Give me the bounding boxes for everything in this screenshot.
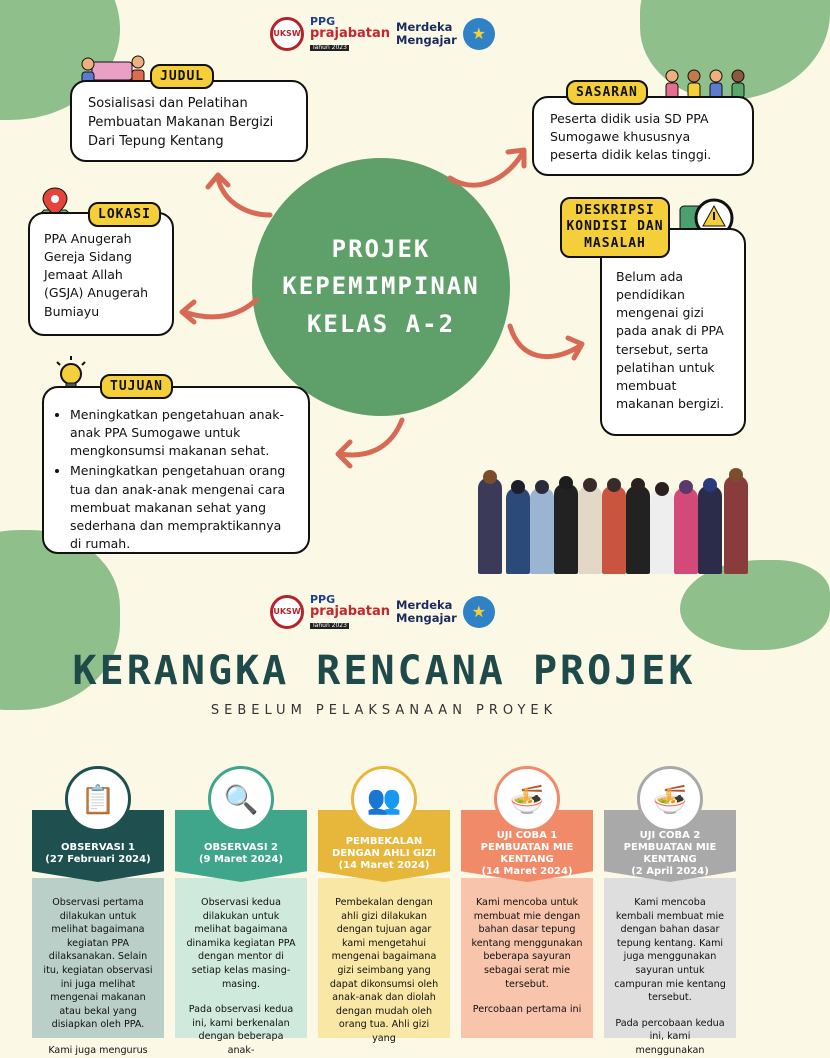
children-illustration-icon xyxy=(660,66,752,100)
noodle-bowl-icon: 🍜 xyxy=(494,766,560,832)
ppg-logo: PPG prajabatan Tahun 2023 xyxy=(310,593,391,629)
arrow-to-deskripsi-icon xyxy=(500,320,590,370)
university-seal-icon: UKSW xyxy=(270,595,304,629)
column-text: Observasi kedua dilakukan untuk melihat bagaimana dinamika kegiatan PPA dengan mentor di setiap kelas masing-masing. xyxy=(186,897,296,990)
merdeka-mengajar-logo: Merdeka Mengajar xyxy=(396,597,457,625)
logo-bar-top xyxy=(270,16,495,51)
noodle-bowl-icon: 🍜 xyxy=(637,766,703,832)
column-body xyxy=(32,878,164,1057)
lokasi-label: LOKASI xyxy=(88,202,161,227)
column-text-2: Kami juga mengurus xyxy=(48,1045,148,1057)
column-date: (9 Maret 2024) xyxy=(198,854,284,865)
logo-bar-middle xyxy=(270,594,495,629)
university-seal-icon: UKSW xyxy=(270,17,304,51)
document-search-icon: 🔍 xyxy=(208,766,274,832)
lokasi-card xyxy=(28,212,174,336)
column-title: UJI COBA 2 PEMBUATAN MIE KENTANG xyxy=(623,830,717,865)
network-people-icon: 👥 xyxy=(351,766,417,832)
group-photo xyxy=(472,446,768,578)
clipboard-search-icon: 📋 xyxy=(65,766,131,832)
timeline-column xyxy=(175,780,307,1057)
timeline-column xyxy=(604,780,736,1057)
column-label xyxy=(461,830,593,878)
deskripsi-card xyxy=(600,228,746,436)
kemendikbud-logo-icon: ★ xyxy=(463,596,495,628)
column-label xyxy=(175,842,307,866)
arrow-to-sasaran-icon xyxy=(444,142,534,198)
sasaran-label: SASARAN xyxy=(566,80,648,105)
timeline-column xyxy=(32,780,164,1057)
kerangka-subtitle: SEBELUM PELAKSANAAN PROYEK xyxy=(210,703,558,718)
column-date: (14 Maret 2024) xyxy=(481,866,573,877)
column-text: Kami mencoba untuk membuat mie dengan bahan dasar tepung kentang menggunakan beberapa sayuran sebagai serat mie tersebut. xyxy=(471,897,583,990)
tujuan-card xyxy=(42,386,310,554)
column-label xyxy=(604,830,736,878)
arrow-to-lokasi-icon xyxy=(174,292,264,332)
column-text: Pembekalan dengan ahli gizi dilakukan dengan tujuan agar kami mengetahui mengenai bagaimana gizi seimbang yang dapat dikonsumsi oleh anak-anak dan diolah dengan mudah oleh orang tua. Ahli gizi yang xyxy=(329,897,439,1045)
lokasi-text: PPA Anugerah Gereja Sidang Jemaat Allah (GSJA) Anugerah Bumiayu xyxy=(44,231,149,319)
column-label xyxy=(32,842,164,866)
deskripsi-text: Belum ada pendidikan mengenai gizi pada anak di PPA tersebut, serta pelatihan untuk membuat makanan bergizi. xyxy=(616,269,724,411)
tujuan-item: • Meningkatkan pengetahuan anak-anak PPA Sumogawe untuk mengkonsumsi makanan sehat. xyxy=(70,406,294,460)
column-title: OBSERVASI 1 xyxy=(60,842,136,853)
column-text: Kami mencoba kembali membuat mie dengan bahan dasar tepung kentang. Kami juga menggunakan sayuran untuk campuran mie kentang tersebut. xyxy=(614,897,726,1004)
judul-text: Sosialisasi dan Pelatihan Pembuatan Makanan Bergizi Dari Tepung Kentang xyxy=(88,96,274,149)
column-text-2: Percobaan pertama ini xyxy=(472,1004,582,1016)
column-body xyxy=(175,878,307,1057)
sasaran-card xyxy=(532,96,754,176)
tujuan-label: TUJUAN xyxy=(100,374,173,399)
column-date: (14 Maret 2024) xyxy=(338,860,430,871)
column-date: (27 Februari 2024) xyxy=(45,854,151,865)
column-body xyxy=(604,878,736,1057)
column-date: (2 April 2024) xyxy=(631,866,709,877)
center-title-line1: PROJEK xyxy=(331,235,431,264)
sasaran-text: Peserta didik usia SD PPA Sumogawe khususnya peserta didik kelas tinggi. xyxy=(550,111,712,163)
arrow-to-judul-icon xyxy=(200,165,280,225)
center-title-line2: KEPEMIMPINAN xyxy=(282,272,480,301)
center-title-line3: KELAS A-2 xyxy=(306,309,456,338)
tujuan-list xyxy=(70,406,294,553)
timeline-column xyxy=(461,780,593,1024)
column-text-2: Pada observasi kedua ini, kami berkenalan dengan beberapa anak- xyxy=(188,1004,294,1057)
timeline-column xyxy=(318,780,450,1045)
column-text: Observasi pertama dilakukan untuk melihat bagaimana kegiatan PPA dilaksanakan. Selain itu, kegiatan observasi ini juga melihat mengenai makanan atau bekal yang disiapkan oleh PPA. xyxy=(43,897,153,1031)
column-body xyxy=(461,878,593,1038)
deskripsi-label: DESKRIPSI KONDISI DAN MASALAH xyxy=(560,197,670,258)
column-body xyxy=(318,878,450,1045)
column-text-2: Pada percobaan kedua ini, kami menggunakan xyxy=(615,1017,725,1057)
column-title: PEMBEKALAN DENGAN AHLI GIZI xyxy=(332,836,436,859)
column-label xyxy=(318,836,450,872)
column-title: OBSERVASI 2 xyxy=(203,842,279,853)
merdeka-mengajar-logo: Merdeka Mengajar xyxy=(396,19,457,47)
tujuan-item: • Meningkatkan pengetahuan orang tua dan anak-anak mengenai cara membuat makanan sehat yang sederhana dan mempraktikannya di rumah. xyxy=(70,462,294,553)
arrow-to-tujuan-icon xyxy=(330,410,410,470)
column-title: UJI COBA 1 PEMBUATAN MIE KENTANG xyxy=(480,830,574,865)
judul-card xyxy=(70,80,308,162)
kerangka-title: KERANGKA RENCANA PROJEK xyxy=(72,648,696,694)
kemendikbud-logo-icon: ★ xyxy=(463,18,495,50)
judul-label: JUDUL xyxy=(150,64,214,89)
ppg-logo: PPG prajabatan Tahun 2023 xyxy=(310,15,391,51)
